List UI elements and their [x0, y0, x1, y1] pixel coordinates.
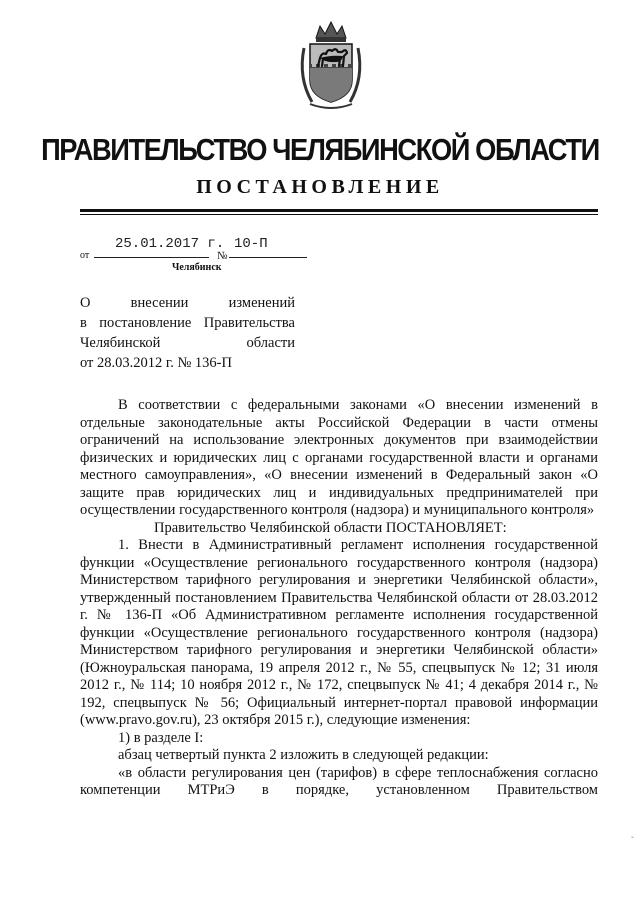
quoted-text: «в области регулирования цен (тарифов) в сфере теплоснабжения согласно компетенции МТРиЭ в порядке, установленном Правительством	[80, 764, 598, 798]
header-divider-thick	[80, 209, 598, 212]
document-number: 10-П	[234, 236, 268, 252]
document-type: ПОСТАНОВЛЕНИЕ	[196, 176, 444, 198]
document-subject	[80, 293, 295, 373]
margin-mark: ′	[630, 836, 640, 838]
document-body	[80, 397, 598, 800]
chelyabinsk-coat-of-arms-icon	[296, 18, 366, 110]
from-label: от	[80, 250, 90, 261]
paragraph-instruction: абзац четвертый пункта 2 изложить в следующей редакции:	[118, 747, 489, 763]
city-label: Челябинск	[172, 262, 222, 273]
item-1-paragraph: 1. Внести в Административный регламент исполнения государственной функции «Осуществление регионального государственного контроля (надзора) Министерством тарифного регулирования и энергетики Челябинской области», утвержденный постановлением Правительства Челябинской области от 28.03.2012 г. № 136-П «Об Административном регламенте исполнения государственной функции «Осуществление регионального государственного контроля (надзора) Министерством тарифного регулирования и энергетики Челябинской области» (Южноуральская панорама, 19 апреля 2012 г., № 55, спецвыпуск № 12; 31 июля 2012 г., № 114; 10 ноября 2012 г., № 172, спецвыпуск № 41; 4 декабря 2014 г., № 192, спецвыпуск № 56; Официальный интернет-портал правовой информации (www.pravo.gov.ru), 23 октября 2015 г.), следующие изменения:	[80, 537, 598, 728]
document-date: 25.01.2017 г.	[115, 236, 225, 252]
subject-line: от 28.03.2012 г. № 136-П	[80, 355, 232, 371]
subject-line: Челябинской области	[80, 335, 295, 351]
number-label: №	[217, 250, 228, 262]
subitem-1: 1) в разделе I:	[118, 729, 204, 746]
subject-line: в постановление Правительства	[80, 315, 295, 331]
preamble-paragraph: В соответствии с федеральными законами «О внесении изменений в отдельные законодательные акты Российской Федерации в части отмены ограничений на использование электронных документов при взаимодействии физических и юридических лиц с органами государственной власти и органами местного самоуправления», «О внесении изменений в Федеральный закон «О защите прав юридических лиц и индивидуальных предпринимателей при осуществлении государственного контроля (надзора) и муниципального контроля»	[80, 397, 598, 518]
header-divider-thin	[80, 214, 598, 215]
subject-line: О внесении изменений	[80, 295, 295, 311]
date-underline	[94, 257, 209, 258]
government-title: ПРАВИТЕЛЬСТВО ЧЕЛЯБИНСКОЙ ОБЛАСТИ	[41, 132, 599, 167]
number-underline	[229, 257, 307, 258]
resolves-line: Правительство Челябинской области ПОСТАНОВЛЯЕТ:	[154, 519, 507, 536]
